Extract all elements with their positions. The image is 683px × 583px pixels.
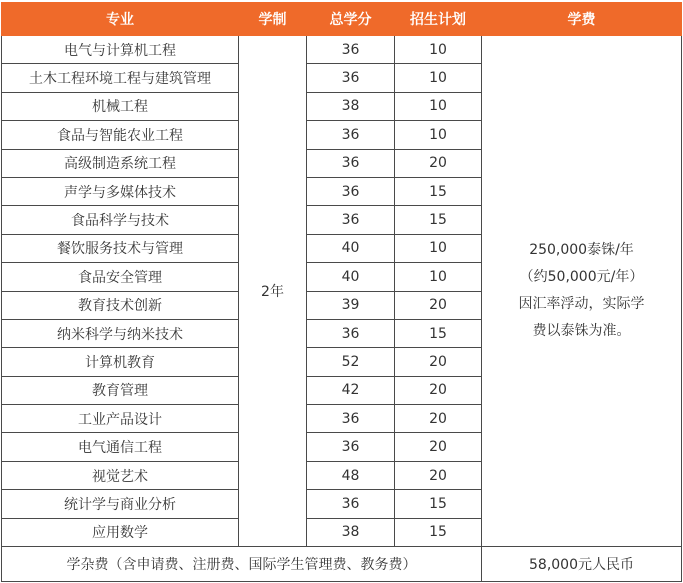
credits-cell: 36 bbox=[307, 319, 395, 347]
plan-cell: 10 bbox=[395, 92, 482, 120]
credits-cell: 40 bbox=[307, 263, 395, 291]
plan-cell: 20 bbox=[395, 376, 482, 404]
plan-cell: 15 bbox=[395, 518, 482, 546]
credits-cell: 36 bbox=[307, 149, 395, 177]
header-tuition: 学费 bbox=[482, 3, 682, 36]
header-plan: 招生计划 bbox=[395, 3, 482, 36]
misc-fee-label: 学杂费（含申请费、注册费、国际学生管理费、教务费） bbox=[2, 547, 482, 582]
plan-cell: 15 bbox=[395, 490, 482, 518]
credits-cell: 36 bbox=[307, 490, 395, 518]
plan-cell: 15 bbox=[395, 206, 482, 234]
major-cell: 高级制造系统工程 bbox=[2, 149, 239, 177]
credits-cell: 52 bbox=[307, 348, 395, 376]
major-cell: 纳米科学与纳米技术 bbox=[2, 319, 239, 347]
fee-footer-row bbox=[2, 547, 682, 582]
table-row bbox=[2, 36, 682, 64]
tuition-line: 费以泰铢为准。 bbox=[532, 323, 631, 340]
plan-cell: 10 bbox=[395, 36, 482, 64]
plan-cell: 10 bbox=[395, 263, 482, 291]
tuition-line: （约50,000元/年） bbox=[519, 269, 644, 286]
credits-cell: 36 bbox=[307, 177, 395, 205]
plan-cell: 10 bbox=[395, 121, 482, 149]
plan-cell: 20 bbox=[395, 433, 482, 461]
credits-cell: 36 bbox=[307, 433, 395, 461]
major-cell: 统计学与商业分析 bbox=[2, 490, 239, 518]
major-cell: 工业产品设计 bbox=[2, 405, 239, 433]
duration-cell: 2年 bbox=[239, 36, 307, 547]
credits-cell: 36 bbox=[307, 36, 395, 64]
plan-cell: 15 bbox=[395, 177, 482, 205]
credits-cell: 42 bbox=[307, 376, 395, 404]
major-cell: 视觉艺术 bbox=[2, 461, 239, 489]
major-cell: 计算机教育 bbox=[2, 348, 239, 376]
plan-cell: 20 bbox=[395, 405, 482, 433]
credits-cell: 36 bbox=[307, 121, 395, 149]
major-cell: 应用数学 bbox=[2, 518, 239, 546]
major-cell: 声学与多媒体技术 bbox=[2, 177, 239, 205]
plan-cell: 15 bbox=[395, 319, 482, 347]
major-cell: 机械工程 bbox=[2, 92, 239, 120]
header-duration: 学制 bbox=[239, 3, 307, 36]
credits-cell: 38 bbox=[307, 92, 395, 120]
program-table bbox=[1, 2, 682, 582]
major-cell: 土木工程环境工程与建筑管理 bbox=[2, 64, 239, 92]
credits-cell: 36 bbox=[307, 64, 395, 92]
major-cell: 餐饮服务技术与管理 bbox=[2, 234, 239, 262]
major-cell: 食品与智能农业工程 bbox=[2, 121, 239, 149]
plan-cell: 10 bbox=[395, 234, 482, 262]
major-cell: 电气通信工程 bbox=[2, 433, 239, 461]
credits-cell: 40 bbox=[307, 234, 395, 262]
major-cell: 教育技术创新 bbox=[2, 291, 239, 319]
table-body bbox=[2, 36, 682, 547]
plan-cell: 20 bbox=[395, 291, 482, 319]
major-cell: 教育管理 bbox=[2, 376, 239, 404]
header-credits: 总学分 bbox=[307, 3, 395, 36]
major-cell: 食品安全管理 bbox=[2, 263, 239, 291]
credits-cell: 36 bbox=[307, 206, 395, 234]
table-header-row bbox=[2, 3, 682, 36]
header-major: 专业 bbox=[2, 3, 239, 36]
tuition-line: 因汇率浮动，实际学 bbox=[518, 296, 645, 313]
credits-cell: 38 bbox=[307, 518, 395, 546]
credits-cell: 39 bbox=[307, 291, 395, 319]
major-cell: 电气与计算机工程 bbox=[2, 36, 239, 64]
plan-cell: 10 bbox=[395, 64, 482, 92]
credits-cell: 48 bbox=[307, 461, 395, 489]
credits-cell: 36 bbox=[307, 405, 395, 433]
plan-cell: 20 bbox=[395, 348, 482, 376]
tuition-line: 250,000泰铢/年 bbox=[529, 242, 634, 259]
tuition-cell bbox=[482, 36, 682, 547]
plan-cell: 20 bbox=[395, 461, 482, 489]
plan-cell: 20 bbox=[395, 149, 482, 177]
misc-fee-value: 58,000元人民币 bbox=[482, 547, 682, 582]
major-cell: 食品科学与技术 bbox=[2, 206, 239, 234]
